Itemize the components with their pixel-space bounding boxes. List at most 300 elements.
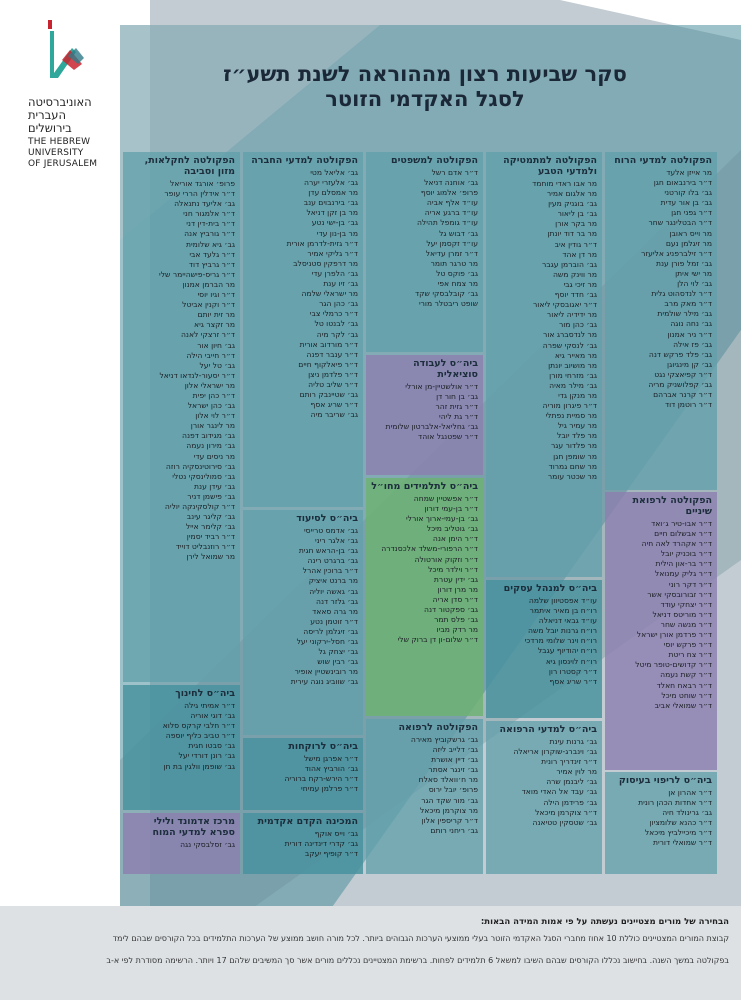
block-title: המכינה הקדם אקדמית — [257, 816, 358, 827]
logo-english-line-3: OF JERUSALEM — [28, 159, 98, 169]
teacher-name: גב׳ פלס תמר — [434, 615, 478, 625]
teacher-name: גב׳ בירנבוים ענב — [303, 198, 358, 208]
teacher-name: ד״ר אידלין הררי עופר — [164, 189, 235, 199]
block-title: הפקולטה לרפואה — [398, 722, 478, 733]
names-list — [371, 494, 478, 645]
teacher-name: ד״ר גת ליהי — [439, 412, 478, 422]
teacher-name: מר זקצר גיא — [194, 320, 235, 330]
teacher-name: גב׳ עידן ענת — [194, 481, 235, 491]
teacher-name: ד״ר דקר רוני — [668, 579, 712, 589]
teacher-name: גב׳ גוטליב מיכל — [426, 524, 478, 534]
block-grad — [366, 478, 483, 716]
block-title: הפקולטה לחקלאות, מזון וסביבה — [144, 155, 235, 177]
teacher-name: גב׳ הוברמן עגבר — [542, 259, 597, 269]
teacher-name: מר שחם גמרוד — [548, 461, 597, 471]
teacher-name: ד״ר הבטלינגר שחר — [648, 218, 712, 228]
block-title: ביה״ס לריפוי בעיסוק — [618, 775, 712, 786]
teacher-name: ד״ר קשת נעמה — [660, 670, 712, 680]
teacher-name: גב׳ וינברג-שוקרון אריאלה — [513, 747, 597, 757]
teacher-name: גב׳ ריחני רותם — [430, 825, 478, 835]
teacher-name: ד״ר שמואלי אביב — [654, 700, 712, 710]
teacher-name: ד״ר פרלמן עמיחי — [301, 784, 358, 794]
teacher-name: ד״ר יסעור-לנדאו דניאל — [159, 370, 235, 380]
teacher-name: ד״ר קריספין אלון — [421, 815, 478, 825]
teacher-name: ד״ר יאגובסקי ליאור — [533, 300, 597, 310]
teacher-name: גב׳ לבנטו טל — [314, 319, 358, 329]
teacher-name: מר זיגלמן נעם — [665, 238, 712, 248]
teacher-name: ד״ר אחדות הכהן רונית — [638, 798, 712, 808]
teacher-name: ד״ר ניר אמנון — [667, 329, 712, 339]
block-title: מרכז אדמונד ולילי ספרא למדעי המוח — [152, 816, 235, 838]
teacher-name: רו״ח וינר שלומי מרדכי — [524, 636, 597, 646]
teacher-name: ד״ר קופיף יעקב — [304, 849, 358, 859]
teacher-name: גב׳ חסל-ירקוני יעל — [296, 637, 358, 647]
teacher-name: ד״ר כהנא שלומציון — [649, 818, 712, 828]
teacher-name: גב׳ וייס אוקף — [314, 829, 358, 838]
teacher-name: מר ישי איתן — [675, 268, 712, 278]
teacher-name: מר ווינק משה — [552, 269, 597, 279]
teacher-name: מר פלד יובל — [557, 431, 597, 441]
teacher-name: ד״ר וקנין אביטל — [182, 300, 235, 310]
teacher-name: ד״ר כהן יפית — [192, 390, 235, 400]
teacher-name: גב׳ זינגר אסתר — [428, 765, 478, 775]
block-agriculture — [123, 152, 240, 682]
teacher-name: מר זית יותם — [197, 310, 235, 320]
teacher-name: מר ידידיה ליאור — [546, 310, 597, 320]
teacher-name: גב׳ מזרחי מורן — [549, 370, 597, 380]
teacher-name: מר בן-נון עדי — [316, 228, 358, 238]
teacher-name: מר בקר אורן — [555, 219, 597, 229]
teacher-name: מר מרן דורון — [437, 584, 478, 594]
teacher-name: ד״ר הרפורי-משלד אלכסנדרה — [381, 544, 478, 554]
teacher-name: מר זיכי גבי — [563, 279, 597, 289]
teacher-name: גב׳ כהן הגר — [319, 299, 358, 309]
teacher-name: ד״ר גפני חגן — [671, 208, 712, 218]
block-title: ביה״ס לעבודה סוציאלית — [413, 358, 478, 380]
teacher-name: ד״ר לנדסהוט גלית — [651, 289, 712, 299]
block-science — [486, 152, 602, 577]
block-title: ביה״ס לרוקחות — [288, 741, 358, 752]
teacher-name: ד״ר כרמלי צבי — [309, 309, 358, 319]
teacher-name: ד״ר רבאח חאלד — [656, 680, 712, 690]
block-title: ביה״ס למדעי הרפואה — [499, 724, 597, 735]
teacher-name: גב׳ חיון אור — [197, 340, 235, 350]
teacher-name: מר בן זקן דניאל — [306, 208, 358, 218]
teacher-name: גב׳ אלגר ריני — [314, 536, 358, 546]
names-list — [491, 737, 597, 828]
teacher-name: גב׳ גיא שלומית — [185, 239, 235, 249]
teacher-name: גב׳ הלפרן עדי — [311, 268, 358, 278]
teacher-name: ד״ר גליק עמנואל — [654, 569, 712, 579]
teacher-name: גב׳ שטסקין טטיאנה — [532, 817, 597, 827]
teacher-name: ד״ר גזית זהר — [435, 402, 478, 412]
teacher-name: ד״ר צח ריטת — [668, 650, 712, 660]
teacher-name: שופט ריבטלר מורי — [418, 299, 478, 309]
teacher-name: ד״ר פיאלקוף חיים — [298, 359, 358, 369]
teacher-name: ד״ר גריס-פישהיימר שלי — [159, 269, 235, 279]
teacher-name: מר ברנט איציק — [308, 576, 358, 586]
teacher-name: גב׳ אליאל מטי — [310, 168, 358, 177]
teacher-name: ד״ר בוכניק יובל — [660, 549, 712, 559]
teacher-name: גב׳ לקר מיה — [316, 329, 358, 339]
block-pharmacy — [243, 738, 363, 810]
teacher-name: ד״ר שריג אסף — [310, 400, 358, 410]
teacher-name: ד״ר בר-און הילית — [655, 559, 712, 569]
teacher-name: גב׳ סבטו חגית — [188, 741, 235, 751]
teacher-name: ד״ר מורדוב אורית — [299, 339, 358, 349]
teacher-name: ד״ר אבשלום חיים — [654, 529, 712, 539]
names-list — [371, 382, 478, 443]
teacher-name: ד״ר בירנבאום חגן — [653, 178, 712, 188]
teacher-name: ד״ר שמואלי דורית — [652, 838, 712, 848]
teacher-name: גב׳ סמולינסקי נטלי — [172, 471, 235, 481]
names-list — [248, 526, 358, 688]
teacher-name: גב׳ זסלבסקי נגה — [180, 840, 235, 849]
teacher-name: ד״ר קולסקינקה יוליה — [164, 502, 235, 511]
teacher-name: ד״ר מיכיילביץ מיכאל — [644, 828, 712, 838]
teacher-name: גב׳ אדמס טרייסי — [303, 526, 358, 535]
teacher-name: ד״ר אלמגור חני — [183, 209, 235, 219]
names-list — [248, 168, 358, 420]
names-list — [491, 179, 597, 482]
teacher-name: גב׳ קליגר עינב — [186, 512, 235, 522]
teacher-name: מר לינגר אורן — [190, 421, 235, 431]
teacher-name: ד״ר וילדר מיכל — [428, 564, 478, 574]
teacher-name: מר וייס ראובן — [669, 228, 712, 238]
block-title: הפקולטה למשפטים — [390, 155, 478, 166]
teacher-name: גב׳ דבוש גל — [439, 228, 478, 238]
teacher-name: גב׳ בוגניק מעין — [548, 199, 597, 209]
footer-note — [0, 906, 741, 1000]
teacher-name: גב׳ ברגרט רינה — [307, 556, 358, 566]
logo-hebrew-line-3: בירושלים — [28, 121, 72, 135]
teacher-name: גב׳ בן-עמי-ארוך אורלי — [405, 514, 478, 524]
teacher-name: ד״ר טביב כליף יוספה — [165, 731, 235, 741]
block-business — [486, 580, 602, 718]
block-title: הפקולטה למדעי הרוח — [614, 155, 712, 166]
teacher-name: גב׳ אלעזרי יערה — [304, 178, 358, 188]
teacher-name: גב׳ נחה נוגה — [670, 319, 712, 329]
teacher-name: רו״ח בן מאיר איתמר — [529, 606, 597, 616]
teacher-name: מר אבו ראדי מוחמד — [532, 179, 597, 188]
teacher-name: ד״ר גזית-לדרמן אורית — [286, 238, 358, 248]
block-occupational — [605, 772, 717, 874]
block-law — [366, 152, 483, 352]
teacher-name: מר צמח אפי — [437, 279, 478, 289]
teacher-name: גב׳ יצחק גל — [318, 647, 358, 657]
teacher-name: עו״ד אלף אביה — [426, 198, 478, 208]
footer-line-1: קבוצת המורים המצטיינים כוללת 10 אחוז מחברי הסגל האקדמי הזוטר בעלי ממוצעי הערכות הגבוהים ביותר. לכל מורה חושב ממוצע של הערכות התלמידים בכל הקורסים שבהם לימד — [112, 934, 729, 943]
teacher-name: עו״ד גבאי דניאלה — [538, 616, 597, 626]
teacher-name: גב׳ ספקטור דנה — [424, 605, 478, 615]
teacher-name: גב׳ ליבנמן שרה — [546, 777, 597, 787]
names-list — [248, 754, 358, 794]
teacher-name: מר לנדסברג אור — [543, 330, 597, 340]
names-list — [128, 179, 235, 563]
block-dental — [605, 492, 717, 770]
logo-english-line-1: THE HEBREW — [28, 137, 91, 147]
teacher-name: מר לוין אמיר — [556, 767, 597, 777]
teacher-name: מר דן אהד — [562, 249, 597, 259]
teacher-name: גב׳ מגידוב דפנה — [182, 431, 235, 441]
names-list — [248, 829, 358, 859]
teacher-name: ד״ר זילברפניג אליעזר — [641, 248, 712, 258]
names-list — [128, 840, 235, 850]
teacher-name: מר מנקן גדי — [558, 390, 597, 400]
teacher-name: גב׳ גרינולד חיה — [662, 808, 712, 818]
teacher-name: מר צוקרמן מיכאל — [419, 805, 478, 815]
teacher-name: גב׳ בלו קורטני — [664, 188, 712, 198]
teacher-name: עו״ד גומפל תהילה — [416, 218, 478, 228]
teacher-name: גב׳ בן חור דן — [436, 392, 478, 402]
teacher-name: גב׳ גאשה יוליה — [309, 586, 358, 596]
teacher-name: גב׳ גרשקוביץ מאירה — [410, 735, 478, 744]
teacher-name: ד״ר שפטנגל אוהד — [418, 432, 478, 442]
teacher-name: גב׳ דלייב ליזה — [432, 745, 478, 755]
teacher-name: גב׳ פוקס טל — [436, 268, 478, 278]
teacher-name: גב׳ מילר מאיה — [549, 380, 597, 390]
teacher-name: מר בר דוד יונתן — [547, 229, 597, 239]
teacher-name: רו״ח גרנות יובל משה — [528, 626, 597, 636]
teacher-name: גב׳ ידין עטרת — [433, 574, 478, 584]
teacher-name: ד״ר בית-דין דני — [186, 219, 235, 229]
teacher-name: גב׳ מילר שולמית — [657, 309, 712, 319]
names-list — [610, 168, 712, 410]
teacher-name: גב׳ אוחנה דניאל — [424, 178, 478, 188]
teacher-name: מר טרגר תומר — [430, 258, 478, 268]
teacher-name: ד״ר קדושים-טופר מיטל — [635, 660, 712, 670]
teacher-name: ד״ר ענבר דפנה — [306, 349, 358, 359]
teacher-name: ד״ר פלדמן ניצן — [308, 369, 358, 379]
teacher-name: ד״ר שריג אסף — [549, 676, 597, 686]
teacher-name: גב׳ שווביג נוגה עירית — [290, 677, 358, 687]
teacher-name: ד״ר רביד יסמין — [186, 532, 235, 542]
teacher-name: ד״ר רוטמן דוד — [664, 400, 712, 410]
teacher-name: ד״ר אפרגן מישל — [303, 754, 358, 763]
teacher-name: גב׳ קפלושניק מריה — [648, 379, 712, 389]
teacher-name: גב׳ מור שקד הגר — [421, 795, 478, 805]
teacher-name: גב׳ שריבר מיה — [310, 410, 358, 420]
teacher-name: מר ניסים עדי — [193, 451, 235, 461]
teacher-name: ד״ר אבו-טיר ג׳ואד — [651, 519, 712, 528]
teacher-name: ד״ר גורביץ אנה — [184, 229, 235, 239]
teacher-name: ד״ר קרנר אברהם — [653, 390, 712, 400]
teacher-name: ד״ר שלום-ון דן ברוק שלי — [397, 635, 478, 645]
block-premed — [243, 813, 363, 874]
teacher-name: גב׳ שטיינבק רותם — [299, 390, 358, 400]
teacher-name: ד״ר גלעד אבי — [189, 249, 235, 259]
teacher-name: ד״ר מאק מרב — [664, 299, 712, 309]
teacher-name: ד״ר פרקש יוסי — [663, 640, 712, 650]
teacher-name: גב׳ רונן דורדי יעל — [178, 751, 235, 761]
teacher-name: ד״ר ברוכין אהרל — [302, 566, 358, 576]
teacher-name: ד״ר וגיו יוסי — [197, 290, 235, 300]
teacher-name: ד״ר שליב טליה — [308, 379, 358, 389]
teacher-name: פרופ׳ אלמוג יוסף — [420, 188, 478, 198]
teacher-name: מר אייזן אלעד — [666, 168, 712, 177]
teacher-name: גב׳ לוי הלן — [677, 279, 712, 289]
names-list — [610, 519, 712, 711]
block-title: ביה״ס לתלמידים מחו״ל — [371, 481, 478, 492]
teacher-name: גב׳ פישמן דניר — [187, 491, 235, 501]
block-medicine — [366, 719, 483, 874]
block-title: ביה״ס לחינוך — [175, 688, 235, 699]
teacher-name: גב׳ זיגלמן לריסה — [303, 626, 358, 636]
teacher-name: גב׳ עבד אל האדי מואד — [521, 787, 597, 797]
teacher-name: גב׳ רבין שוש — [317, 657, 358, 667]
teacher-name: עו״ד זקסמן יעל — [426, 238, 478, 248]
teacher-name: ד״ר זבורובסקי אשר — [647, 589, 712, 599]
teacher-name: גב׳ הורביץ אהוד — [304, 764, 358, 774]
names-list — [371, 168, 478, 309]
teacher-name: גב׳ בן אור עדית — [660, 198, 712, 208]
teacher-name: גב׳ פז אילה — [673, 339, 712, 349]
teacher-name: ד״ר גודין איב — [554, 239, 597, 249]
teacher-name: גב׳ בן-ישי נטע — [311, 218, 358, 228]
teacher-name: גב׳ מירון נעמה — [186, 441, 235, 451]
teacher-name: גב׳ טל יעל — [199, 360, 235, 370]
teacher-name: ד״ר אולשטיין-מן אורלי — [405, 382, 478, 391]
block-nursing — [243, 510, 363, 735]
teacher-name: ד״ר חלבי קרקס סלוא — [162, 721, 235, 731]
page-title — [170, 62, 680, 112]
teacher-name: גב׳ פלד פרקש דנה — [648, 349, 712, 359]
teacher-name: ד״ר זינדריך רונית — [541, 757, 597, 767]
teacher-name: ד״ר מנשה שחר — [660, 619, 712, 629]
teacher-name: מר פלדור עגר — [550, 441, 597, 451]
teacher-name: מר שכטר עומר — [547, 471, 597, 481]
teacher-name: גב׳ דיין אושרת — [431, 755, 478, 765]
teacher-name: ד״ר פיגרון מוריה — [542, 401, 597, 411]
logo-hebrew-line-1: האוניברסיטה — [28, 95, 92, 109]
teacher-name: ד״ר צוקרמן מיכאל — [535, 807, 597, 817]
block-title: הפקולטה לרפואת שיניים — [632, 495, 712, 517]
teacher-name: גב׳ שופמן וולגין בת חן — [163, 761, 235, 771]
block-title: ביה״ס למנהל עסקים — [503, 583, 597, 594]
teacher-name: גב׳ אליעד נתנאלה — [174, 199, 235, 209]
teacher-name: גב׳ גלזר דנה — [315, 596, 358, 606]
names-list — [128, 701, 235, 772]
block-medsci — [486, 721, 602, 874]
logo-english-line-2: UNIVERSITY — [28, 148, 84, 158]
teacher-name: רו״ח יהודיוף עגבל — [537, 646, 597, 656]
teacher-name: ד״ר זמרן עדיאל — [425, 248, 478, 258]
teacher-name: ד״ר הימן אנה — [432, 534, 478, 544]
teacher-name: גב׳ קלימר אייל — [185, 522, 235, 532]
teacher-name: גב׳ חדד יוסף — [554, 290, 597, 300]
teacher-name: גב׳ בן-הראש חגית — [298, 546, 358, 556]
university-logo — [14, 18, 114, 170]
teacher-name: ד״ר אהרון אן — [668, 788, 712, 797]
teacher-name: מר ישראלי אלון — [184, 380, 235, 390]
teacher-name: פרופ׳ יובל ירוס — [428, 785, 478, 795]
teacher-name: גב׳ זיו ענת — [323, 279, 358, 289]
teacher-name: ד״ר חייבי הילה — [186, 350, 235, 360]
teacher-name: עו״ד ברגע אריה — [424, 208, 478, 218]
teacher-name: ד״ר זרצקי לאנה — [180, 330, 235, 340]
teacher-name: גב׳ קדרי דינדינה דורית — [284, 839, 358, 849]
teacher-name: מר ישראלי שלמה — [301, 289, 358, 299]
teacher-name: ד״ר יצחקי עודד — [660, 599, 712, 609]
teacher-name: ד״ר הירש-רקח ברוריה — [284, 774, 358, 784]
teacher-name: ד״ר קפיאצקי נגט — [654, 369, 712, 379]
teacher-name: ד״ר אקהרד לאה חיה — [641, 539, 712, 549]
footer-heading: הבחירה של מורים מצטיינים נעשתה על פי אמות המידה הבאות: — [480, 917, 729, 927]
block-title: הפקולטה למתמטיקה ולמדעי הטבע — [503, 155, 597, 177]
footer-line-2: בפקולטה במשך השנה. בחישוב נכללו הקורסים שבהם השיבו למשאל 6 תלמידים לפחות. ברשימת המצטיינים נכללים מורים אשר סך המשיבים שלהם 17 ויותר. הרשימה מסודרת לפי א-ב — [106, 956, 729, 965]
teacher-name: ד״ר שוחט מיכל — [661, 690, 712, 700]
teacher-name: ד״ר מוריטס דניאל — [652, 609, 712, 619]
teacher-name: גב׳ גחליאל-אלברטון שלומית — [385, 422, 478, 432]
teacher-name: מר רדק מביו — [436, 625, 478, 635]
teacher-name: מר שומפן חגן — [553, 451, 597, 461]
teacher-name: גב׳ פרידמן הילה — [543, 797, 597, 807]
teacher-name: מר רובינשטיין אופיר — [294, 667, 358, 677]
teacher-name: גב׳ קן מינגיוגן — [667, 359, 712, 369]
block-socsci — [243, 152, 363, 507]
teacher-name: רו״ח לוינסון גיא — [545, 656, 597, 666]
teacher-name: מר שמואל לירן — [186, 552, 235, 562]
teacher-name: מר גרה סאאד — [312, 606, 358, 616]
teacher-name: ד״ר גרביץ דוד — [188, 259, 235, 269]
block-education — [123, 685, 240, 810]
logo-hebrew-line-2: העברית — [28, 108, 66, 122]
names-list — [371, 735, 478, 836]
teacher-name: גב׳ כהן ישראל — [187, 401, 235, 411]
names-list — [610, 788, 712, 849]
teacher-name: גב׳ דוגי אוריה — [190, 711, 235, 721]
block-title: הפקולטה למדעי החברה — [251, 155, 358, 166]
teacher-name: גב׳ קובלבסקי שקד — [415, 289, 478, 299]
teacher-name: מר דרפקין סטניסלב — [293, 258, 358, 268]
block-edmond — [123, 813, 240, 874]
teacher-name: גב׳ בן ליאור — [557, 209, 597, 219]
teacher-name: ד״ר רוזנבליט דוייד — [175, 542, 235, 552]
teacher-name: ד״ר קסטרו רון — [548, 666, 597, 676]
teacher-name: ד״ר סדן אריה — [432, 594, 478, 604]
block-socialwork — [366, 355, 483, 475]
teacher-name: מר סמיית נפתלי — [545, 411, 597, 421]
teacher-name: ד״ר לוי אלון — [195, 411, 235, 421]
teacher-name: גב׳ כהן מור — [558, 320, 597, 330]
title-line-1: סקר שביעות רצון מההוראה לשנת תשע״ז — [223, 62, 627, 86]
teacher-name: ד״ר בן-עמי דורון — [424, 504, 478, 514]
teacher-name: עו״ד אפסטיוון שלמה — [528, 596, 597, 605]
teacher-name: מר הברמן אמנון — [182, 279, 235, 289]
teacher-name: ד״ר אמיתי גילה — [184, 701, 235, 710]
teacher-name: גב׳ גרנות עינת — [549, 737, 597, 746]
teacher-name: פרופ׳ אורגד אוריאל — [169, 179, 235, 188]
teacher-name: גב׳ זמל פורן ענת — [656, 258, 712, 268]
teacher-name: מר אמסלם עדן — [308, 188, 358, 198]
university-emblem-icon — [38, 18, 88, 88]
block-title: ביה״ס לסיעוד — [296, 513, 358, 524]
names-list — [491, 596, 597, 687]
teacher-name: ד״ר גליקי אמיר — [307, 248, 358, 258]
teacher-name: ד״ר אפשטיין שמחה — [413, 494, 478, 503]
teacher-name: ד״ר וזקוק אורטולה — [414, 554, 478, 564]
teacher-name: גב׳ לנסקי שפרה — [542, 340, 597, 350]
teacher-name: ד״ר אדם רשל — [431, 168, 478, 177]
teacher-name: גב׳ סירוטינסקיה רוזה — [165, 461, 235, 471]
teacher-name: מר ח׳וואלד סאלח — [418, 775, 478, 785]
block-humanities — [605, 152, 717, 490]
title-line-2: לסגל האקדמי הזוטר — [325, 87, 525, 111]
teacher-name: מר מושיוב יונתן — [548, 360, 597, 370]
teacher-name: מר מאייר גיא — [554, 350, 597, 360]
teacher-name: מר עמיר גיל — [557, 421, 597, 431]
teacher-name: ד״ר פרדמן אורן ישראל — [636, 630, 712, 640]
